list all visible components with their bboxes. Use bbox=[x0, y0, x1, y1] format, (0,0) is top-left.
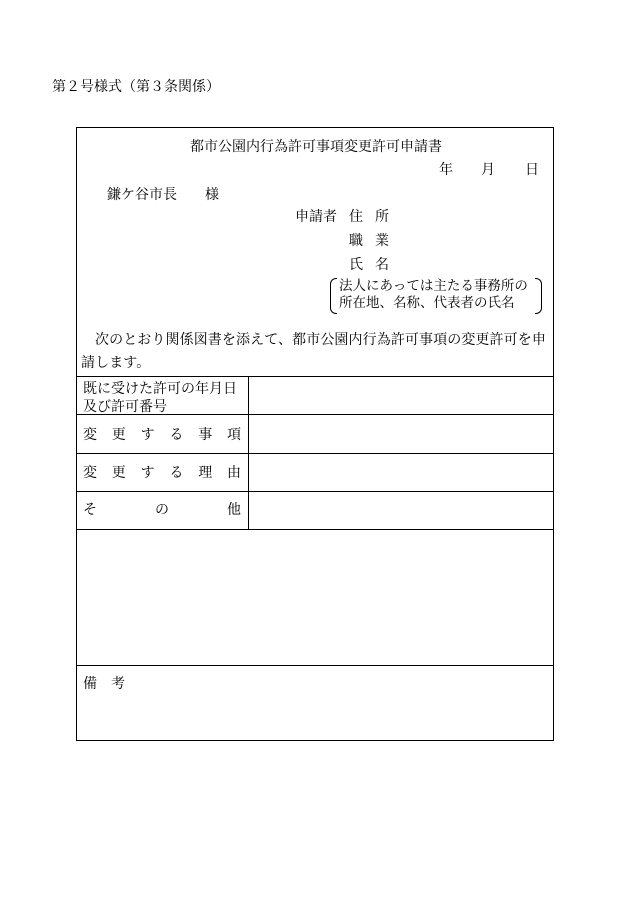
free-description-area[interactable] bbox=[77, 530, 553, 665]
date-month-label: 月 bbox=[481, 162, 495, 178]
occupation-label: 職業 bbox=[349, 233, 401, 249]
address-label: 住所 bbox=[349, 209, 401, 225]
application-form bbox=[76, 127, 554, 741]
matters-to-change-value[interactable] bbox=[249, 415, 553, 453]
date-year-label: 年 bbox=[439, 162, 453, 178]
row-label-matters-to-change: 変 更 す る 事 項 bbox=[83, 427, 241, 443]
form-number: 第２号様式（第３条関係） bbox=[52, 79, 220, 95]
addressee: 鎌ケ谷市長 様 bbox=[107, 187, 219, 203]
row-label-reason-for-change: 変 更 す る 理 由 bbox=[83, 465, 241, 481]
remarks-top-border bbox=[77, 665, 553, 666]
form-title: 都市公園内行為許可事項変更許可申請書 bbox=[190, 139, 442, 155]
remarks-label: 備考 bbox=[83, 676, 139, 692]
corporation-note-line2: 所在地、名称、代表者の氏名 bbox=[339, 295, 515, 311]
corporation-note bbox=[330, 278, 542, 314]
row-label-other: そ の 他 bbox=[83, 502, 241, 518]
reason-for-change-value[interactable] bbox=[249, 454, 553, 491]
intro-text: 次のとおり関係図書を添えて、都市公園内行為許可事項の変更許可を申請します。 bbox=[81, 332, 546, 371]
right-bracket bbox=[535, 278, 542, 314]
date-day-label: 日 bbox=[525, 162, 539, 178]
row-label-previous-permit: 既に受けた許可の年月日及び許可番号 bbox=[83, 381, 237, 415]
applicant-label: 申請者 bbox=[295, 209, 337, 225]
other-value[interactable] bbox=[249, 492, 553, 529]
left-bracket bbox=[330, 278, 337, 314]
corporation-note-line1: 法人にあっては主たる事務所の bbox=[339, 278, 528, 294]
previous-permit-value[interactable] bbox=[249, 377, 553, 414]
name-label: 氏名 bbox=[349, 257, 401, 273]
